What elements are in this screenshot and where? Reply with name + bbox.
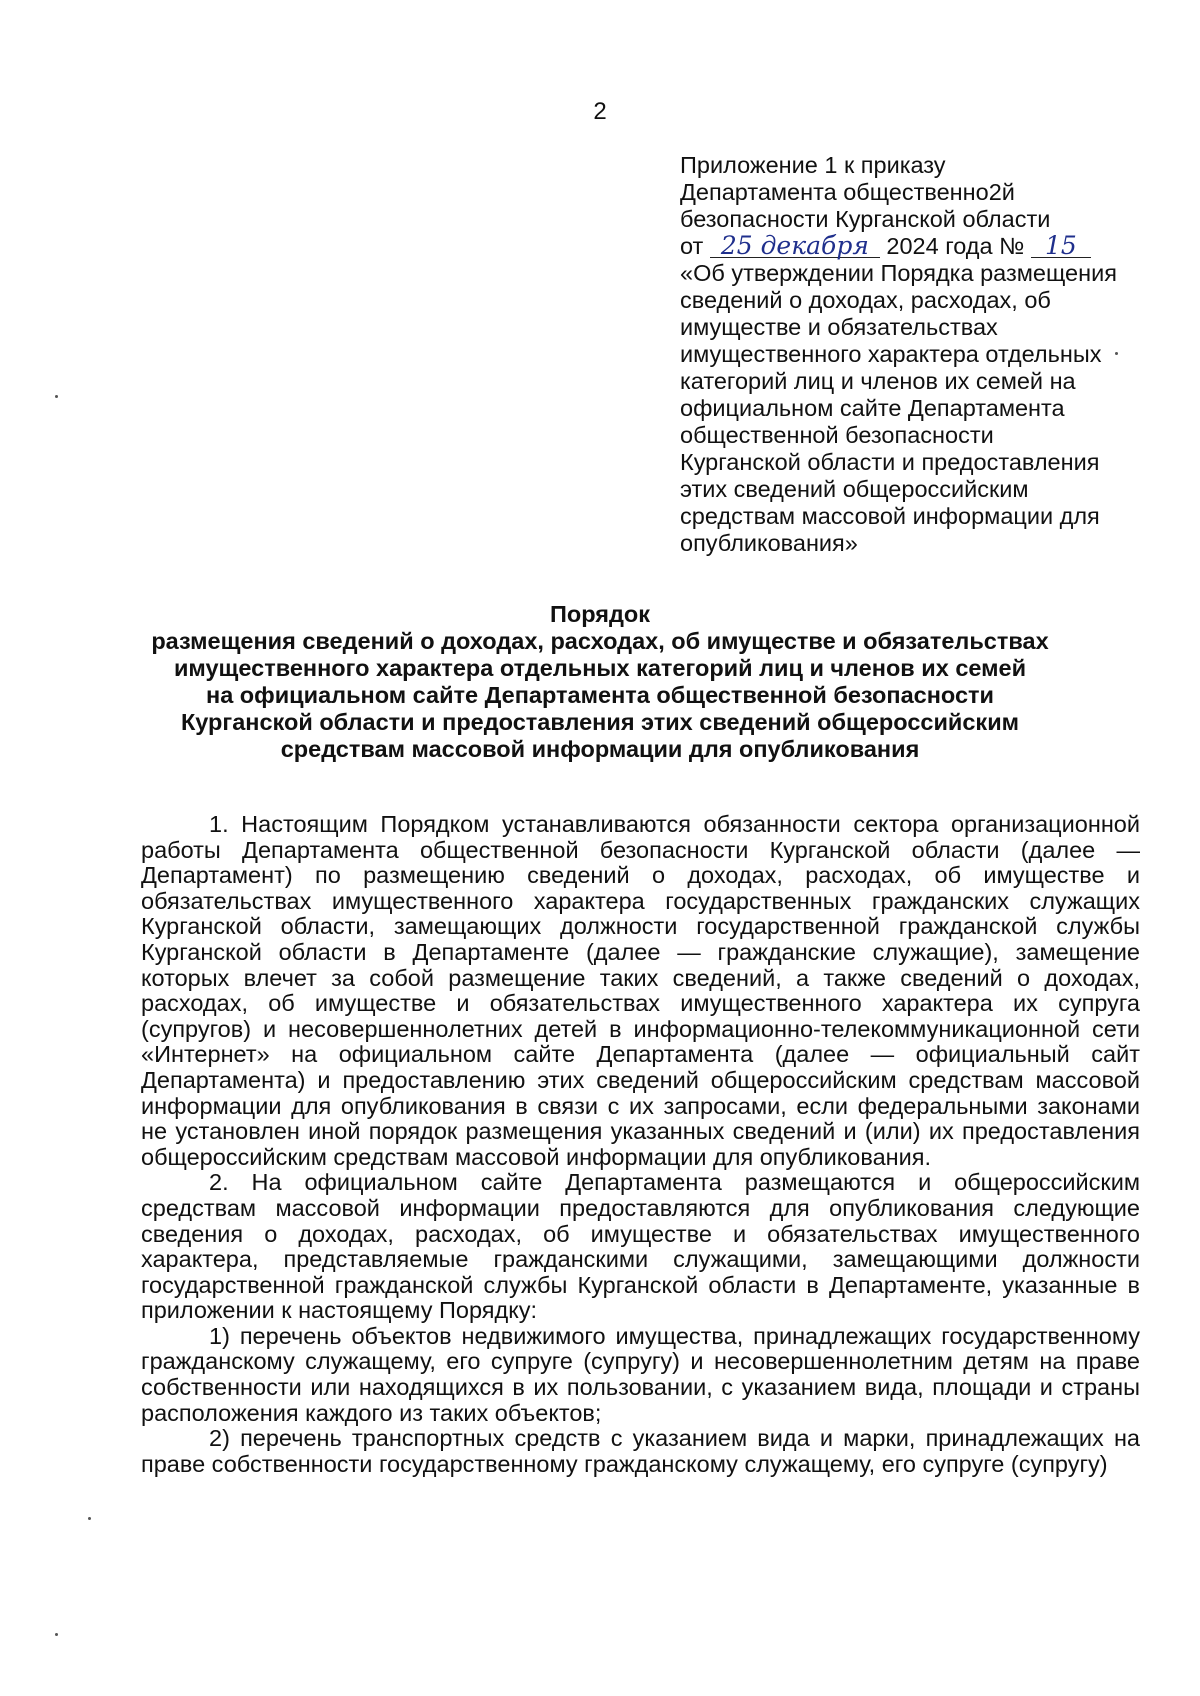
appendix-header (680, 152, 1180, 557)
date-prefix: от (680, 233, 704, 259)
title-line: размещения сведений о доходах, расходах, об имуществе и обязательствах (151, 628, 1049, 654)
appendix-line: Приложение 1 к приказу (680, 152, 946, 178)
appendix-date-line (680, 233, 1180, 260)
scan-speck (55, 395, 58, 398)
scan-speck (1115, 352, 1118, 355)
title-line: на официальном сайте Департамента общественной безопасности (206, 682, 994, 708)
appendix-line: категорий лиц и членов их семей на (680, 368, 1076, 394)
paragraph: 2. На официальном сайте Департамента размещаются и общероссийским средствам массовой информации предоставляются для опубликования следующие сведения о доходах, расходах, об имуществе и обязательствах имущественного характера, представляемые гражданскими служащими, замещающими должности государственной гражданской службы Курганской области в Департаменте, указанные в приложении к настоящему Порядку: (141, 1169, 1140, 1324)
year-text: 2024 года № (886, 233, 1025, 259)
appendix-line: опубликования» (680, 530, 858, 556)
document-title (120, 601, 1080, 763)
handwritten-date: 25 декабря (710, 235, 880, 258)
appendix-line: имуществе и обязательствах (680, 314, 998, 340)
appendix-line: средствам массовой информации для (680, 503, 1100, 529)
title-line: средствам массовой информации для опубликования (280, 736, 920, 762)
page-number: 2 (593, 98, 607, 125)
appendix-line: имущественного характера отдельных (680, 341, 1102, 367)
appendix-line: этих сведений общероссийским (680, 476, 1029, 502)
appendix-line: Курганской области и предоставления (680, 449, 1100, 475)
appendix-line: общественной безопасности (680, 422, 994, 448)
appendix-line: Департамента общественно2й (680, 179, 1015, 205)
paragraph: 1) перечень объектов недвижимого имущества, принадлежащих государственному гражданскому служащему, его супруге (супругу) и несовершеннолетним детям на праве собственности или находящихся в их пользовании, с указанием вида, площади и страны расположения каждого из таких объектов; (141, 1322, 1140, 1426)
appendix-line: официальном сайте Департамента (680, 395, 1065, 421)
appendix-line: сведений о доходах, расходах, об (680, 287, 1051, 313)
document-body (141, 812, 1140, 1477)
title-line: Порядок (549, 601, 651, 627)
handwritten-number: 15 (1031, 235, 1091, 258)
paragraph: 2) перечень транспортных средств с указанием вида и марки, принадлежащих на праве собственности государственному гражданскому служащему, его супруге (супругу) (141, 1425, 1140, 1477)
title-line: имущественного характера отдельных категорий лиц и членов их семей (173, 655, 1027, 681)
scan-speck (55, 1633, 58, 1636)
paragraph: 1. Настоящим Порядком устанавливаются обязанности сектора организационной работы Департамента общественной безопасности Курганской области (далее — Департамент) по размещению сведений о доходах, расходах, об имуществе и обязательствах имущественного характера государственных гражданских служащих Курганской области, замещающих должности государственной гражданской службы Курганской области в Департаменте (далее — гражданские служащие), замещение которых влечет за собой размещение таких сведений, а также сведений о доходах, расходах, об имуществе и обязательствах имущественного характера их супруга (супругов) и несовершеннолетних детей в информационно-телекоммуникационной сети «Интернет» на официальном сайте Департамента (далее — официальный сайт Департамента) и предоставлению этих сведений общероссийским средствам массовой информации для опубликования в связи с их запросами, если федеральными законами не установлен иной порядок размещения указанных сведений и (или) их предоставления общероссийским средствам массовой информации для опубликования. (141, 811, 1140, 1170)
appendix-line: «Об утверждении Порядка размещения (680, 260, 1117, 286)
scan-speck (88, 1517, 91, 1520)
title-line: Курганской области и предоставления этих сведений общероссийским (180, 709, 1020, 735)
appendix-line: безопасности Курганской области (680, 206, 1051, 232)
